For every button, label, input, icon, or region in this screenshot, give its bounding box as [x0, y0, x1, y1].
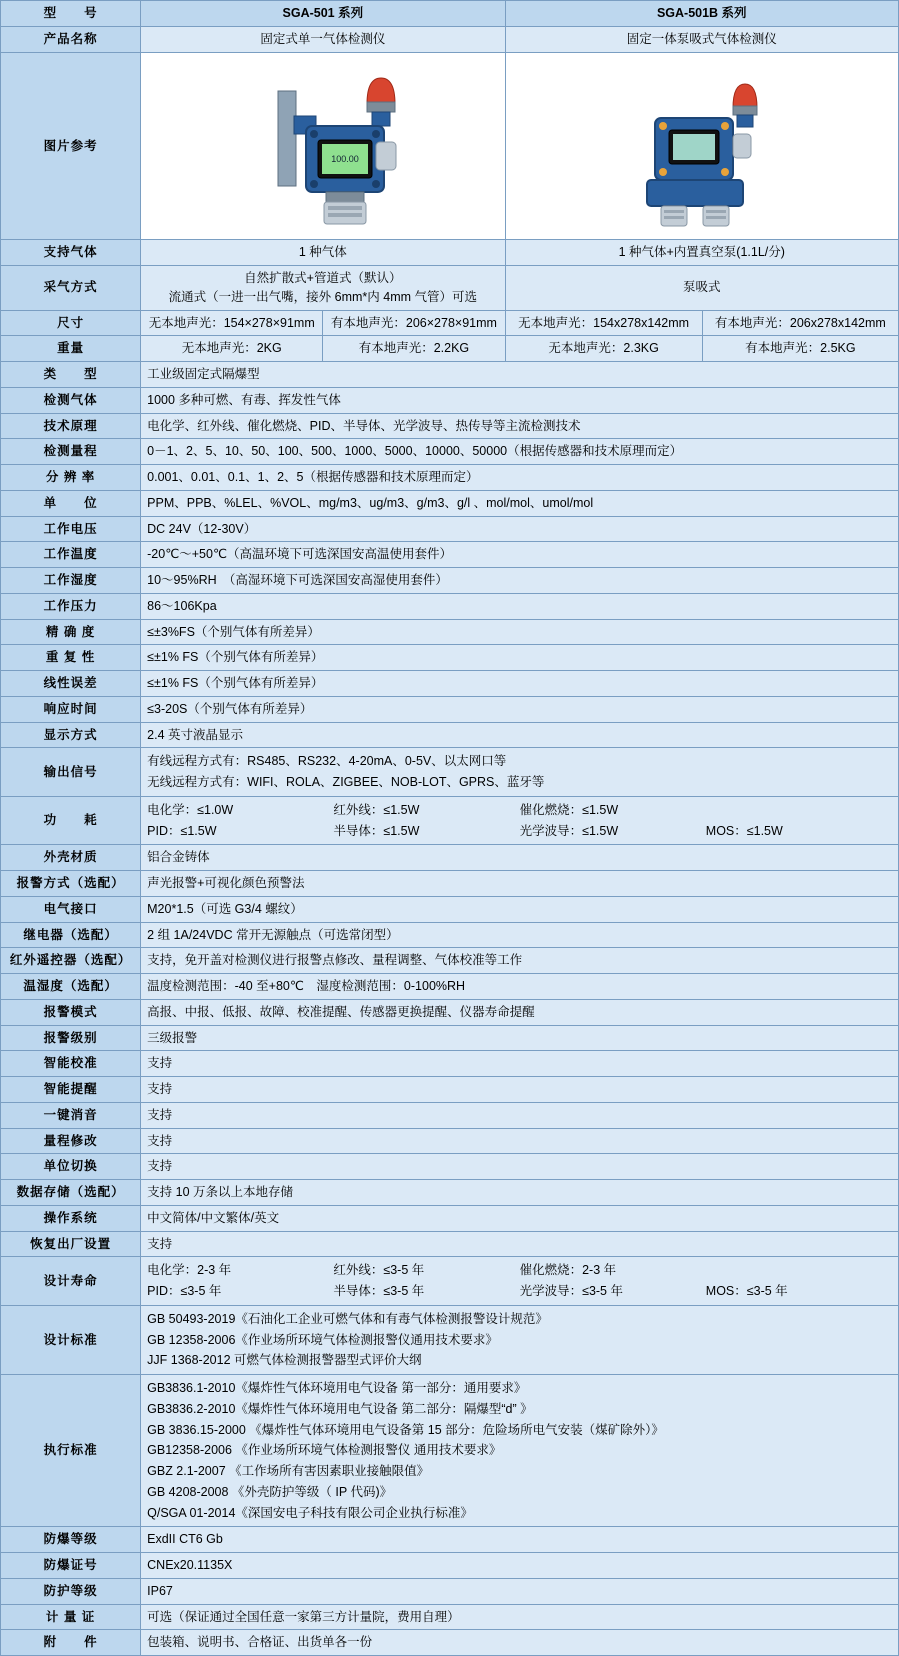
linearity-value: ≤±1% FS（个别气体有所差异）	[141, 671, 899, 697]
row-label-alarm-level: 报警级别	[1, 1025, 141, 1051]
row-label-output: 输出信号	[1, 748, 141, 797]
exec-std-line: GBZ 2.1-2007 《工作场所有害因素职业接触限值》	[147, 1464, 430, 1478]
alarm-mode-value: 高报、中报、低报、故障、校准提醒、传感器更换提醒、仪器寿命提醒	[141, 999, 899, 1025]
weight-c1b: 有本地声光：2.2KG	[323, 336, 505, 362]
output-line-wired: 有线远程方式有：RS485、RS232、4-20mA、0-5V、以太网口等	[147, 754, 507, 769]
row-label-sampling: 采气方式	[1, 266, 141, 311]
ip-level-value: IP67	[141, 1578, 899, 1604]
table-row-sampling	[1, 266, 899, 311]
row-label-repeat: 重 复 性	[1, 645, 141, 671]
life-spacer-1	[706, 1261, 892, 1280]
pressure-value: 86～106Kpa	[141, 593, 899, 619]
table-row-one-key-mute	[1, 1102, 899, 1128]
table-row-type	[1, 362, 899, 388]
sampling-col1	[141, 266, 505, 311]
life-infrared: 红外线：≤3-5 年	[333, 1263, 425, 1278]
row-label-image-ref: 图片参考	[1, 52, 141, 240]
unit-value: PPM、PPB、%LEL、%VOL、mg/m3、ug/m3、g/m3、g/l 、mol/mol、umol/mol	[141, 490, 899, 516]
sampling-col1-line1: 自然扩散式+管道式（默认）	[244, 271, 402, 285]
row-label-smart-remind: 智能提醒	[1, 1077, 141, 1103]
factory-reset-value: 支持	[141, 1231, 899, 1257]
table-row-unit	[1, 490, 899, 516]
repeat-value: ≤±1% FS（个别气体有所差异）	[141, 645, 899, 671]
row-label-alarm-mode: 报警模式	[1, 999, 141, 1025]
sampling-col1-line2: 流通式（一进一出气嘴，接外 6mm*内 4mm 气管）可选	[168, 289, 477, 304]
table-row-life	[1, 1257, 899, 1306]
power-pid: PID：≤1.5W	[147, 823, 217, 838]
row-label-range-modify: 量程修改	[1, 1128, 141, 1154]
life-optical: 光学波导：≤3-5 年	[519, 1284, 623, 1298]
power-row-1	[147, 800, 892, 821]
exec-std-line: GB3836.2-2010《爆炸性气体环境用电气设备 第二部分：隔爆型“d” 》	[147, 1401, 533, 1416]
row-label-factory-reset: 恢复出厂设置	[1, 1231, 141, 1257]
row-label-range: 检测量程	[1, 439, 141, 465]
row-label-voltage: 工作电压	[1, 516, 141, 542]
row-label-type: 类 型	[1, 362, 141, 388]
row-label-unit-switch: 单位切换	[1, 1154, 141, 1180]
table-row-support-gas	[1, 240, 899, 266]
power-infrared: 红外线：≤1.5W	[333, 802, 420, 817]
alarm-level-value: 三级报警	[141, 1025, 899, 1051]
exec-std-line: GB3836.1-2010《爆炸性气体环境用电气设备 第一部分：通用要求》	[147, 1381, 527, 1395]
table-row-voltage	[1, 516, 899, 542]
design-std-line: GB 50493-2019《石油化工企业可燃气体和有毒气体检测报警设计规范》	[147, 1311, 548, 1326]
power-optical: 光学波导：≤1.5W	[519, 823, 619, 838]
gas-detector-pump-icon	[577, 56, 827, 231]
table-row-metrology	[1, 1604, 899, 1630]
table-row-electrical	[1, 896, 899, 922]
support-gas-col1: 1 种气体	[141, 240, 505, 266]
ex-level-value: ExdII CT6 Gb	[141, 1527, 899, 1553]
life-electrochemical: 电化学：2-3 年	[147, 1263, 232, 1278]
design-std-value	[141, 1305, 899, 1374]
row-label-unit: 单 位	[1, 490, 141, 516]
ex-cert-value: CNEx20.1135X	[141, 1553, 899, 1579]
table-row-image-ref	[1, 52, 899, 240]
table-row-pressure	[1, 593, 899, 619]
shell-value: 铝合金铸体	[141, 845, 899, 871]
display-value: 2.4 英寸液晶显示	[141, 722, 899, 748]
model-col1: SGA-501 系列	[141, 1, 505, 27]
power-value	[141, 796, 899, 845]
device-image-col1	[141, 52, 505, 240]
row-label-life: 设计寿命	[1, 1257, 141, 1306]
gas-detector-wall-mount-icon	[198, 56, 448, 231]
temp-hum-value: 温度检测范围：-40 至+80℃ 湿度检测范围：0-100%RH	[141, 974, 899, 1000]
exec-std-line: GB12358-2006 《作业场所环境气体检测报警仪 通用技术要求》	[147, 1443, 502, 1458]
voltage-value: DC 24V（12-30V）	[141, 516, 899, 542]
size-c1b: 有本地声光：206×278×91mm	[323, 310, 505, 336]
row-label-temp-hum: 温湿度（选配）	[1, 974, 141, 1000]
row-label-accuracy: 精 确 度	[1, 619, 141, 645]
sampling-col2: 泵吸式	[505, 266, 898, 311]
exec-std-line: GB 4208-2008 《外壳防护等级（ IP 代码)》	[147, 1484, 393, 1499]
accuracy-value: ≤±3%FS（个别气体有所差异）	[141, 619, 899, 645]
power-catalytic: 催化燃烧：≤1.5W	[519, 802, 619, 817]
product-name-col1: 固定式单一气体检测仪	[141, 26, 505, 52]
table-row-storage	[1, 1180, 899, 1206]
row-label-alarm-way: 报警方式（选配）	[1, 871, 141, 897]
power-electrochemical: 电化学：≤1.0W	[147, 802, 234, 817]
life-catalytic: 催化燃烧：2-3 年	[519, 1263, 617, 1278]
power-semiconductor: 半导体：≤1.5W	[333, 823, 420, 838]
table-row-alarm-way	[1, 871, 899, 897]
table-row-display	[1, 722, 899, 748]
principle-value: 电化学、红外线、催化燃烧、PID、半导体、光学波导、热传导等主流检测技术	[141, 413, 899, 439]
table-row-repeat	[1, 645, 899, 671]
size-c2a: 无本地声光：154x278x142mm	[505, 310, 702, 336]
life-value	[141, 1257, 899, 1306]
life-pid: PID：≤3-5 年	[147, 1284, 222, 1298]
table-row-ex-cert	[1, 1553, 899, 1579]
row-label-display: 显示方式	[1, 722, 141, 748]
table-row-power	[1, 796, 899, 845]
device-display-value: 100.00	[331, 153, 359, 164]
output-line-wireless: 无线远程方式有：WIFI、ROLA、ZIGBEE、NOB-LOT、GPRS、蓝牙等	[147, 775, 545, 789]
table-row-model	[1, 1, 899, 27]
life-row-1	[147, 1260, 892, 1281]
table-row-range	[1, 439, 899, 465]
table-row-alarm-level	[1, 1025, 899, 1051]
weight-c2a: 无本地声光：2.3KG	[505, 336, 702, 362]
device-image-col2	[505, 52, 898, 240]
exec-std-line: Q/SGA 01-2014《深国安电子科技有限公司企业执行标准》	[147, 1505, 473, 1520]
relay-value: 2 组 1A/24VDC 常开无源触点（可选常闭型）	[141, 922, 899, 948]
smart-cal-value: 支持	[141, 1051, 899, 1077]
resolution-value: 0.001、0.01、0.1、1、2、5（根据传感器和技术原理而定）	[141, 465, 899, 491]
table-row-relay	[1, 922, 899, 948]
power-spacer-1	[706, 801, 892, 820]
weight-c1a: 无本地声光：2KG	[141, 336, 323, 362]
detect-gas-value: 1000 多种可燃、有毒、挥发性气体	[141, 387, 899, 413]
size-c2b: 有本地声光：206x278x142mm	[702, 310, 898, 336]
range-modify-value: 支持	[141, 1128, 899, 1154]
design-std-line: JJF 1368-2012 可燃气体检测报警器型式评价大纲	[147, 1353, 422, 1368]
product-name-col2: 固定一体泵吸式气体检测仪	[505, 26, 898, 52]
row-label-one-key-mute: 一键消音	[1, 1102, 141, 1128]
table-row-os	[1, 1205, 899, 1231]
table-row-design-std	[1, 1305, 899, 1374]
table-row-shell	[1, 845, 899, 871]
row-label-ex-cert: 防爆证号	[1, 1553, 141, 1579]
row-label-temp: 工作温度	[1, 542, 141, 568]
row-label-power: 功 耗	[1, 796, 141, 845]
alarm-way-value: 声光报警+可视化颜色预警法	[141, 871, 899, 897]
table-row-smart-cal	[1, 1051, 899, 1077]
power-mos: MOS：≤1.5W	[705, 823, 783, 838]
remote-value: 支持，免开盖对检测仪进行报警点修改、量程调整、气体校准等工作	[141, 948, 899, 974]
response-value: ≤3-20S（个别气体有所差异）	[141, 696, 899, 722]
row-label-remote: 红外遥控器（选配）	[1, 948, 141, 974]
life-row-2	[147, 1281, 892, 1302]
exec-std-value	[141, 1375, 899, 1527]
table-row-factory-reset	[1, 1231, 899, 1257]
table-row-detect-gas	[1, 387, 899, 413]
design-std-line: GB 12358-2006《作业场所环境气体检测报警仪通用技术要求》	[147, 1332, 498, 1347]
exec-std-line: GB 3836.15-2000 《爆炸性气体环境用电气设备第 15 部分：危险场所电气安装（煤矿除外）》	[147, 1422, 664, 1437]
table-row-output	[1, 748, 899, 797]
row-label-metrology: 计 量 证	[1, 1604, 141, 1630]
table-row-unit-switch	[1, 1154, 899, 1180]
row-label-design-std: 设计标准	[1, 1305, 141, 1374]
row-label-exec-std: 执行标准	[1, 1375, 141, 1527]
row-label-humidity: 工作湿度	[1, 568, 141, 594]
row-label-linearity: 线性误差	[1, 671, 141, 697]
row-label-product-name: 产品名称	[1, 26, 141, 52]
row-label-ex-level: 防爆等级	[1, 1527, 141, 1553]
output-value	[141, 748, 899, 797]
table-row-linearity	[1, 671, 899, 697]
row-label-response: 响应时间	[1, 696, 141, 722]
table-row-accuracy	[1, 619, 899, 645]
storage-value: 支持 10 万条以上本地存储	[141, 1180, 899, 1206]
row-label-electrical: 电气接口	[1, 896, 141, 922]
row-label-model: 型 号	[1, 1, 141, 27]
table-row-principle	[1, 413, 899, 439]
support-gas-col2: 1 种气体+内置真空泵(1.1L/分)	[505, 240, 898, 266]
row-label-pressure: 工作压力	[1, 593, 141, 619]
row-label-shell: 外壳材质	[1, 845, 141, 871]
range-value: 0－1、2、5、10、50、100、500、1000、5000、10000、50000（根据传感器和技术原理而定）	[141, 439, 899, 465]
metrology-value: 可选（保证通过全国任意一家第三方计量院，费用自理）	[141, 1604, 899, 1630]
row-label-smart-cal: 智能校准	[1, 1051, 141, 1077]
table-row-temp-hum	[1, 974, 899, 1000]
table-row-range-modify	[1, 1128, 899, 1154]
model-col2: SGA-501B 系列	[505, 1, 898, 27]
row-label-resolution: 分 辨 率	[1, 465, 141, 491]
accessories-value: 包装箱、说明书、合格证、出货单各一份	[141, 1630, 899, 1656]
row-label-storage: 数据存储（选配）	[1, 1180, 141, 1206]
table-row-humidity	[1, 568, 899, 594]
row-label-support-gas: 支持气体	[1, 240, 141, 266]
table-row-weight	[1, 336, 899, 362]
temp-value: -20℃～+50℃（高温环境下可选深国安高温使用套件）	[141, 542, 899, 568]
humidity-value: 10～95%RH （高湿环境下可选深国安高湿使用套件）	[141, 568, 899, 594]
table-row-ex-level	[1, 1527, 899, 1553]
weight-c2b: 有本地声光：2.5KG	[702, 336, 898, 362]
life-mos: MOS：≤3-5 年	[705, 1284, 788, 1298]
row-label-ip-level: 防护等级	[1, 1578, 141, 1604]
table-row-resolution	[1, 465, 899, 491]
table-row-temp	[1, 542, 899, 568]
row-label-detect-gas: 检测气体	[1, 387, 141, 413]
life-semiconductor: 半导体：≤3-5 年	[333, 1284, 425, 1298]
table-row-size	[1, 310, 899, 336]
table-row-response	[1, 696, 899, 722]
table-row-ip-level	[1, 1578, 899, 1604]
table-row-product-name	[1, 26, 899, 52]
electrical-value: M20*1.5（可选 G3/4 螺纹）	[141, 896, 899, 922]
row-label-size: 尺寸	[1, 310, 141, 336]
table-row-smart-remind	[1, 1077, 899, 1103]
row-label-principle: 技术原理	[1, 413, 141, 439]
type-value: 工业级固定式隔爆型	[141, 362, 899, 388]
row-label-weight: 重量	[1, 336, 141, 362]
table-row-alarm-mode	[1, 999, 899, 1025]
table-row-accessories	[1, 1630, 899, 1656]
row-label-os: 操作系统	[1, 1205, 141, 1231]
table-row-exec-std	[1, 1375, 899, 1527]
row-label-accessories: 附 件	[1, 1630, 141, 1656]
one-key-mute-value: 支持	[141, 1102, 899, 1128]
row-label-relay: 继电器（选配）	[1, 922, 141, 948]
table-row-remote	[1, 948, 899, 974]
unit-switch-value: 支持	[141, 1154, 899, 1180]
os-value: 中文简体/中文繁体/英文	[141, 1205, 899, 1231]
smart-remind-value: 支持	[141, 1077, 899, 1103]
power-row-2	[147, 821, 892, 842]
size-c1a: 无本地声光：154×278×91mm	[141, 310, 323, 336]
